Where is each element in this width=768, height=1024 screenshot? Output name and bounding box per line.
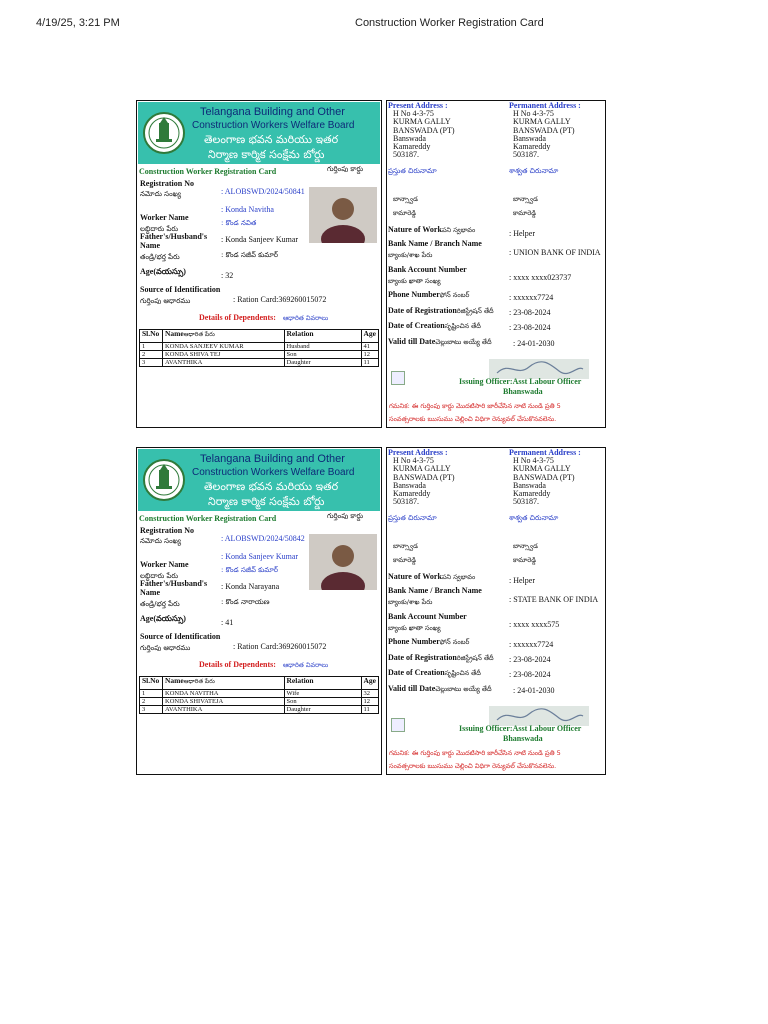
dependents-title-te: ఆధారిత వివరాలు <box>283 661 329 669</box>
valid-te: చెల్లుబాటు అయ్యే తేదీ <box>435 685 492 693</box>
permanent-district-te: కామారెడ్డి <box>513 209 537 217</box>
present-address-label-te: ప్రస్తుత చిరునామా <box>388 167 437 175</box>
phone-en: Phone Number <box>388 637 440 646</box>
permanent-address-label-te: శాశ్వత చిరునామా <box>509 167 559 175</box>
address-line: H No 4-3-75 <box>393 456 434 465</box>
banner-telugu-line2: నిర్మాణ కార్మిక సంక్షేమ బోర్డు <box>208 148 325 161</box>
registration-number: : ALOBSWD/2024/50842 <box>221 534 305 543</box>
dependent-age: 12 <box>361 351 379 359</box>
address-line: Banswada <box>393 480 426 490</box>
creation-date: : 23-08-2024 <box>509 670 551 679</box>
valid-till-date: : 24-01-2030 <box>513 686 555 695</box>
table-row <box>140 698 379 706</box>
dependent-age: 11 <box>361 359 379 367</box>
father-label: Father's/Husband's <box>140 579 208 588</box>
nature-of-work-label <box>388 572 475 583</box>
father-label-name: Name <box>140 588 160 597</box>
nature-of-work: : Helper <box>509 576 535 585</box>
address-line: 503187. <box>393 150 419 160</box>
table-row <box>140 359 379 367</box>
telangana-emblem-icon <box>142 106 186 160</box>
valid-till-label <box>388 684 492 695</box>
issuing-officer <box>459 377 581 386</box>
dependent-name: KONDA SANJEEV KUMAR <box>163 343 285 351</box>
banner-telugu-line2: నిర్మాణ కార్మిక సంక్షేమ బోర్డు <box>208 495 325 508</box>
nature-te: పని స్వభావం <box>441 226 476 234</box>
col-name-en: Name <box>165 676 184 685</box>
permanent-address-label-te: శాశ్వత చిరునామా <box>509 514 559 522</box>
issuing-officer-title: Asst Labour Officer <box>512 724 582 733</box>
renewal-note-line1: గమనిక: ఈ గుర్తింపు కార్డు మొదటిసారి జారీచేసిన నాటి నుండి ప్రతి 5 <box>389 749 561 757</box>
dor-en: Date of Registration <box>388 653 457 662</box>
account-label-te: బ్యాంకు ఖాతా సంఖ్య <box>388 624 441 632</box>
dependent-age: 32 <box>361 690 379 698</box>
col-name-te: ఆధారిత పేరు <box>183 678 215 685</box>
registration-date-label <box>388 306 494 317</box>
col-relation: Relation <box>284 677 361 690</box>
registration-date-label <box>388 653 494 664</box>
father-label-te: తండ్రి/భర్త పేరు <box>140 253 180 261</box>
father-name-te: : కొండ సజీవ్ కుమార్ <box>221 251 279 259</box>
bank-label: Bank Name / Branch Name <box>388 586 482 595</box>
address-line: H No 4-3-75 <box>513 456 554 465</box>
bank-label-te: బ్యాంకు/శాఖ పేరు <box>388 598 433 606</box>
board-banner <box>138 449 380 511</box>
registration-label-te: నమోదు సంఖ్య <box>140 537 182 545</box>
dependent-relation: Wife <box>284 690 361 698</box>
nature-of-work-label <box>388 225 475 236</box>
signature-scribble-icon <box>489 706 589 726</box>
registration-number: : ALOBSWD/2024/50841 <box>221 187 305 196</box>
address-line: Banswada <box>513 133 546 143</box>
nature-en: Nature of Work <box>388 225 442 234</box>
phone-en: Phone Number <box>388 290 440 299</box>
dependent-sl: 1 <box>140 343 163 351</box>
worker-photo <box>309 534 377 590</box>
address-line: KURMA GALLY <box>513 464 571 474</box>
phone-label <box>388 637 469 648</box>
signature-scribble-icon <box>489 359 589 379</box>
issuing-place: Bhanswada <box>503 734 543 743</box>
present-address-label-te: ప్రస్తుత చిరునామా <box>388 514 437 522</box>
broken-image-icon <box>391 718 405 732</box>
valid-till-label <box>388 337 492 348</box>
board-banner <box>138 102 380 164</box>
registration-label: Registration No <box>140 526 194 535</box>
worker-name-label-te: లబ్ధిదారు పేరు <box>140 572 178 580</box>
worker-name-label: Worker Name <box>140 213 189 222</box>
dependent-sl: 1 <box>140 690 163 698</box>
dependent-name: KONDA SHIVA TEJ <box>163 351 285 359</box>
dependent-relation: Daughter <box>284 359 361 367</box>
card-front <box>136 100 382 428</box>
present-address <box>393 457 455 507</box>
id-card-label: గుర్తింపు కార్డు <box>327 512 364 520</box>
dependent-name: AVANTHIKA <box>163 359 285 367</box>
dependent-relation: Son <box>284 698 361 706</box>
phone-number: : xxxxxx7724 <box>509 640 554 649</box>
address-line: 503187. <box>393 497 419 507</box>
banner-english-line1: Telangana Building and Other <box>200 453 345 465</box>
address-line: KURMA GALLY <box>393 117 451 127</box>
source-value: : Ration Card:369260015072 <box>233 642 327 651</box>
nature-en: Nature of Work <box>388 572 442 581</box>
address-line: Kamareddy <box>393 142 431 152</box>
account-number: : xxxx xxxx023737 <box>509 273 572 282</box>
source-label: Source of Identification <box>140 632 221 641</box>
col-sl: Sl.No <box>140 677 163 690</box>
worker-name: : Konda Sanjeev Kumar <box>221 552 299 561</box>
table-row <box>140 690 379 698</box>
phone-te: ఫోన్ నంబర్ <box>439 291 470 299</box>
banner-telugu-line1: తెలంగాణ భవన మరియు ఇతర <box>204 480 339 493</box>
dependent-sl: 2 <box>140 351 163 359</box>
dependents-title: Details of Dependents: <box>199 313 276 322</box>
present-address-label: Present Address : <box>388 448 448 457</box>
banner-english-line1: Telangana Building and Other <box>200 106 345 118</box>
valid-te: చెల్లుబాటు అయ్యే తేదీ <box>435 338 492 346</box>
col-age: Age <box>361 330 379 343</box>
print-datetime: 4/19/25, 3:21 PM <box>36 17 120 29</box>
address-line: BANSWADA (PT) <box>513 125 575 135</box>
bank-label-te: బ్యాంకు/శాఖ పేరు <box>388 251 433 259</box>
present-address <box>393 110 455 160</box>
age-value: : 32 <box>221 271 234 280</box>
nature-of-work: : Helper <box>509 229 535 238</box>
permanent-address <box>513 110 575 160</box>
dependent-name: KONDA NAVITHA <box>163 690 285 698</box>
registration-label-te: నమోదు సంఖ్య <box>140 190 182 198</box>
col-relation: Relation <box>284 330 361 343</box>
phone-te: ఫోన్ నంబర్ <box>439 638 470 646</box>
dependent-sl: 3 <box>140 706 163 714</box>
renewal-note-line2: సంవత్సరాలకు ఋసుము చెల్లించి విధిగా రెన్యువల్ చేసుకొనవలెను. <box>389 762 557 770</box>
officer-signature <box>489 359 589 379</box>
worker-name-te: : కొండ నవిత <box>221 219 257 227</box>
dependent-name: KONDA SHIVATEJA <box>163 698 285 706</box>
permanent-address-label: Permanent Address : <box>509 101 581 110</box>
permanent-address <box>513 457 575 507</box>
broken-image-icon <box>391 371 405 385</box>
permanent-mandal-te: బాన్స్వాడ <box>513 542 538 550</box>
present-district-te: కామారెడ్డి <box>393 209 417 217</box>
dependent-age: 11 <box>361 706 379 714</box>
card-title: Construction Worker Registration Card <box>139 167 277 176</box>
address-line: Banswada <box>513 480 546 490</box>
doc-te: సృష్టించిన తేదీ <box>444 669 481 677</box>
dependents-table <box>139 329 379 367</box>
registration-label: Registration No <box>140 179 194 188</box>
valid-en: Valid till Date <box>388 337 436 346</box>
banner-english-line2: Construction Workers Welfare Board <box>192 120 355 131</box>
father-label-name: Name <box>140 241 160 250</box>
address-line: KURMA GALLY <box>513 117 571 127</box>
address-line: 503187. <box>513 497 539 507</box>
present-mandal-te: బాన్స్వాడ <box>393 195 418 203</box>
source-label: Source of Identification <box>140 285 221 294</box>
doc-en: Date of Creation <box>388 668 445 677</box>
permanent-district-te: కామారెడ్డి <box>513 556 537 564</box>
worker-name-label: Worker Name <box>140 560 189 569</box>
present-address-label: Present Address : <box>388 101 448 110</box>
doc-te: సృష్టించిన తేదీ <box>444 322 481 330</box>
bank-name: : STATE BANK OF INDIA <box>509 595 599 604</box>
permanent-address-label: Permanent Address : <box>509 448 581 457</box>
worker-name: : Konda Navitha <box>221 205 274 214</box>
address-line: KURMA GALLY <box>393 464 451 474</box>
source-label-te: గుర్తింపు ఆధారము <box>140 644 191 652</box>
issuing-officer <box>459 724 581 733</box>
source-label-te: గుర్తింపు ఆధారము <box>140 297 191 305</box>
address-line: BANSWADA (PT) <box>393 125 455 135</box>
page-title: Construction Worker Registration Card <box>355 17 544 29</box>
dor-te: రిజిస్ట్రేషన్ తేదీ <box>456 307 494 315</box>
col-name-en: Name <box>165 329 184 338</box>
address-line: H No 4-3-75 <box>513 109 554 118</box>
registration-card-1 <box>136 100 606 428</box>
address-line: H No 4-3-75 <box>393 109 434 118</box>
address-line: BANSWADA (PT) <box>513 472 575 482</box>
account-label: Bank Account Number <box>388 265 467 274</box>
dependents-table <box>139 676 379 714</box>
col-name <box>163 677 285 690</box>
creation-date: : 23-08-2024 <box>509 323 551 332</box>
address-line: Kamareddy <box>513 489 551 499</box>
worker-photo <box>309 187 377 243</box>
age-label: Age(వయస్సు) <box>140 267 186 276</box>
dependent-sl: 3 <box>140 359 163 367</box>
card-title: Construction Worker Registration Card <box>139 514 277 523</box>
permanent-mandal-te: బాన్స్వాడ <box>513 195 538 203</box>
dependent-age: 12 <box>361 698 379 706</box>
account-label: Bank Account Number <box>388 612 467 621</box>
table-row <box>140 706 379 714</box>
registration-date: : 23-08-2024 <box>509 655 551 664</box>
id-card-label: గుర్తింపు కార్డు <box>327 165 364 173</box>
dependent-name: AVANTHIKA <box>163 706 285 714</box>
person-silhouette-icon <box>309 534 377 590</box>
address-line: 503187. <box>513 150 539 160</box>
present-district-te: కామారెడ్డి <box>393 556 417 564</box>
phone-number: : xxxxxx7724 <box>509 293 554 302</box>
dependents-title: Details of Dependents: <box>199 660 276 669</box>
father-name-te: : కొండ నారాయణ <box>221 598 270 606</box>
dependent-relation: Husband <box>284 343 361 351</box>
age-value: : 41 <box>221 618 234 627</box>
nature-te: పని స్వభావం <box>441 573 476 581</box>
address-line: Kamareddy <box>513 142 551 152</box>
officer-signature <box>489 706 589 726</box>
dependent-age: 41 <box>361 343 379 351</box>
banner-telugu-line1: తెలంగాణ భవన మరియు ఇతర <box>204 133 339 146</box>
phone-label <box>388 290 469 301</box>
valid-en: Valid till Date <box>388 684 436 693</box>
address-line: BANSWADA (PT) <box>393 472 455 482</box>
col-age: Age <box>361 677 379 690</box>
banner-english-line2: Construction Workers Welfare Board <box>192 467 355 478</box>
father-name: : Konda Narayana <box>221 582 280 591</box>
col-sl: Sl.No <box>140 330 163 343</box>
creation-date-label <box>388 321 481 332</box>
doc-en: Date of Creation <box>388 321 445 330</box>
registration-card-2 <box>136 447 606 775</box>
col-name <box>163 330 285 343</box>
address-line: Kamareddy <box>393 489 431 499</box>
issuing-label: Issuing Officer: <box>459 377 513 386</box>
bank-name: : UNION BANK OF INDIA <box>509 248 601 257</box>
valid-till-date: : 24-01-2030 <box>513 339 555 348</box>
card-back <box>386 100 606 428</box>
dependent-relation: Son <box>284 351 361 359</box>
dor-en: Date of Registration <box>388 306 457 315</box>
worker-name-label-te: లబ్ధిదారు పేరు <box>140 225 178 233</box>
renewal-note-line1: గమనిక: ఈ గుర్తింపు కార్డు మొదటిసారి జారీచేసిన నాటి నుండి ప్రతి 5 <box>389 402 561 410</box>
issuing-label: Issuing Officer: <box>459 724 513 733</box>
father-label: Father's/Husband's <box>140 232 208 241</box>
bank-label: Bank Name / Branch Name <box>388 239 482 248</box>
dependents-title-te: ఆధారిత వివరాలు <box>283 314 329 322</box>
creation-date-label <box>388 668 481 679</box>
table-row <box>140 343 379 351</box>
worker-name-te: : కొండ సజీవ్ కుమార్ <box>221 566 279 574</box>
account-label-te: బ్యాంకు ఖాతా సంఖ్య <box>388 277 441 285</box>
telangana-emblem-icon <box>142 453 186 507</box>
renewal-note-line2: సంవత్సరాలకు ఋసుము చెల్లించి విధిగా రెన్యువల్ చేసుకొనవలెను. <box>389 415 557 423</box>
issuing-place: Bhanswada <box>503 387 543 396</box>
card-front <box>136 447 382 775</box>
father-name: : Konda Sanjeev Kumar <box>221 235 299 244</box>
account-number: : xxxx xxxx575 <box>509 620 560 629</box>
age-label: Age(వయస్సు) <box>140 614 186 623</box>
dor-te: రిజిస్ట్రేషన్ తేదీ <box>456 654 494 662</box>
issuing-officer-title: Asst Labour Officer <box>512 377 582 386</box>
dependent-sl: 2 <box>140 698 163 706</box>
person-silhouette-icon <box>309 187 377 243</box>
table-row <box>140 351 379 359</box>
dependent-relation: Daughter <box>284 706 361 714</box>
col-name-te: ఆధారిత పేరు <box>183 331 215 338</box>
registration-date: : 23-08-2024 <box>509 308 551 317</box>
father-label-te: తండ్రి/భర్త పేరు <box>140 600 180 608</box>
address-line: Banswada <box>393 133 426 143</box>
source-value: : Ration Card:369260015072 <box>233 295 327 304</box>
present-mandal-te: బాన్స్వాడ <box>393 542 418 550</box>
card-back <box>386 447 606 775</box>
